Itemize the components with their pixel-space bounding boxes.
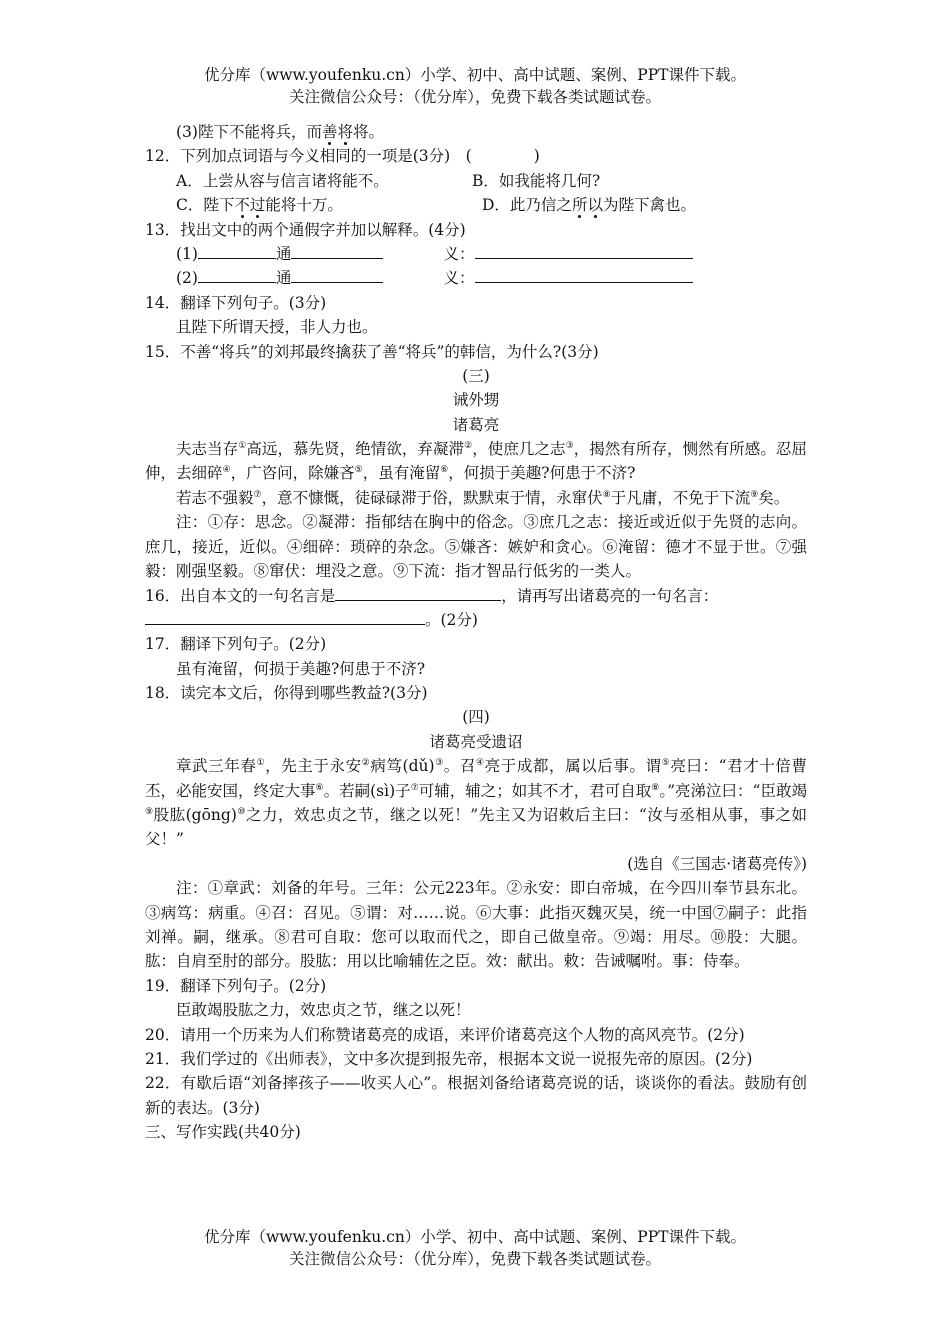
- exam-body: [145, 120, 807, 1145]
- footnote-marker: ⑥: [315, 782, 324, 793]
- question-16-cont: 。(2分): [145, 608, 807, 632]
- footnote-marker: ④: [475, 758, 485, 769]
- header-line-1: 优分库（www.youfenku.cn）小学、初中、高中试题、案例、PPT课件下载。: [203, 66, 747, 84]
- footnote-marker: ⑩: [236, 806, 246, 817]
- question-13: 13．找出文中的两个通假字并加以解释。(4分): [145, 220, 466, 239]
- answer-blank[interactable]: [198, 266, 276, 283]
- answer-blank[interactable]: [198, 242, 276, 259]
- part-3-title: 三、写作实践(共40分): [145, 1123, 301, 1142]
- question-15: 15．不善“将兵”的刘邦最终擒获了善“将兵”的韩信，为什么?(3分): [145, 342, 599, 361]
- header-line-2: 关注微信公众号：（优分库），免费下载各类试题试卷。: [288, 88, 661, 106]
- question-12: 12．下列加点词语与今义相同的一项是(3分) ( ): [145, 147, 540, 166]
- answer-blank[interactable]: [291, 266, 383, 283]
- footnote-marker: ⑧: [651, 782, 660, 793]
- q13-row-1: (1) 通 义：: [145, 242, 807, 266]
- page-footer: [0, 1226, 950, 1270]
- footnote-marker: ⑨: [145, 806, 154, 817]
- section-4-notes: 注：①章武：刘备的年号。三年：公元223年。②永安：即白帝城，在今四川奉节县东北。③病笃：病重。④召：召见。⑤谓：对……说。⑥大事：此指灭魏灭吴，统一中国⑦嗣子：此指刘禅。嗣，继承。⑧君可自取：您可以取而代之，即自己做皇帝。⑨竭：用尽。⑩股：大腿。肱：自肩至肘的部分。股肱：用以比喻辅佐之臣。效：献出。敕：告诫嘱咐。事：侍奉。: [145, 879, 807, 971]
- question-20: 20．请用一个历来为人们称赞诸葛亮的成语，来评价诸葛亮这个人物的高风亮节。(2分): [145, 1025, 745, 1044]
- question-14: 14．翻译下列句子。(3分): [145, 293, 327, 312]
- section-4-number: (四): [462, 708, 490, 727]
- footnote-marker: ⑦: [253, 489, 262, 500]
- section-3-paragraph-1: 夫志当存①高远，慕先贤，绝情欲，弃凝滞②，使庶几之志③，揭然有所存，恻然有所感。忍屈伸，去细碎④，广咨问，除嫌吝⑤，虽有淹留⑥，何损于美趣?何患于不济?: [145, 440, 807, 483]
- question-21: 21．我们学过的《出师表》，文中多次提到报先帝，根据本文说一说报先帝的原因。(2分): [145, 1050, 753, 1069]
- q17-sentence: 虽有淹留，何损于美趣?何患于不济?: [176, 659, 426, 678]
- question-22: 22．有歇后语“刘备摔孩子——收买人心”。根据刘备给诸葛亮说的话，谈谈你的看法。鼓励有创新的表达。(3分): [145, 1074, 807, 1117]
- section-3-paragraph-2: 若志不强毅⑦，意不慷慨，徒碌碌滞于俗，默默束于情，永窜伏⑧于凡庸，不免于下流⑨矣。: [176, 488, 790, 507]
- section-4-source: (选自《三国志·诸葛亮传》): [627, 854, 807, 873]
- footer-line-1: 优分库（www.youfenku.cn）小学、初中、高中试题、案例、PPT课件下载。: [203, 1228, 747, 1246]
- item-3: (3)陛下不能将兵，而善将将。: [176, 123, 385, 141]
- footer-line-2: 关注微信公众号：（优分库），免费下载各类试题试卷。: [288, 1250, 661, 1268]
- footnote-marker: ②: [464, 440, 473, 451]
- footnote-marker: ⑦: [410, 782, 419, 793]
- footnote-marker: ②: [361, 758, 371, 769]
- footnote-marker: ①: [238, 440, 247, 451]
- footnote-marker: ⑥: [440, 465, 449, 476]
- q14-sentence: 且陛下所谓天授，非人力也。: [176, 318, 378, 337]
- footnote-marker: ③: [565, 440, 574, 451]
- footnote-marker: ⑤: [354, 465, 363, 476]
- section-4-title: 诸葛亮受遗诏: [429, 732, 523, 751]
- q12-option-a: A．上尝从容与信言诸将能不。: [176, 171, 389, 190]
- answer-blank[interactable]: [335, 584, 501, 601]
- section-3-notes: 注：①存：思念。②凝滞：指郁结在胸中的俗念。③庶几之志：接近或近似于先贤的志向。庶几，接近，近似。④细碎：琐碎的杂念。⑤嫌吝：嫉妒和贪心。⑥淹留：德才不显于世。⑦强毅：刚强坚毅。⑧窜伏：埋没之意。⑨下流：指才智品行低劣的一类人。: [145, 513, 807, 581]
- question-19: 19．翻译下列句子。(2分): [145, 976, 327, 995]
- q12-options-cd: [145, 193, 807, 217]
- question-18: 18．读完本文后，你得到哪些教益?(3分): [145, 684, 428, 703]
- section-3-number: (三): [462, 366, 490, 385]
- q12-option-d: D．此乃信之所以为陛下禽也。: [482, 196, 696, 215]
- footnote-marker: ⑤: [661, 758, 671, 769]
- question-17: 17．翻译下列句子。(2分): [145, 635, 327, 654]
- answer-blank[interactable]: [475, 266, 693, 283]
- footnote-marker: ⑨: [750, 489, 759, 500]
- answer-blank[interactable]: [475, 242, 693, 259]
- q12-option-b: B．如我能将几何?: [472, 171, 601, 190]
- answer-blank[interactable]: [145, 608, 425, 625]
- section-3-author: 诸葛亮: [452, 415, 500, 434]
- section-3-title: 诫外甥: [452, 391, 500, 410]
- q19-sentence: 臣敢竭股肱之力，效忠贞之节，继之以死！: [176, 1001, 471, 1020]
- dotted-char: 善: [321, 123, 338, 141]
- question-16: 16．出自本文的一句名言是 ，请再写出诸葛亮的一句名言：: [145, 584, 807, 608]
- footnote-marker: ⑧: [602, 489, 611, 500]
- q13-row-2: (2) 通 义：: [145, 266, 807, 290]
- answer-blank[interactable]: [291, 242, 383, 259]
- footnote-marker: ③: [434, 758, 444, 769]
- footnote-marker: ④: [222, 465, 231, 476]
- dotted-char: 将: [337, 123, 353, 141]
- footnote-marker: ①: [256, 758, 266, 769]
- page-header: [0, 64, 950, 108]
- q12-option-c: C．陛下不过能将十万。: [176, 196, 343, 215]
- q12-options-ab: [145, 169, 807, 193]
- section-4-paragraph: 章武三年春①，先主于永安②病笃(dǔ)③。召④亮于成都，属以后事。谓⑤亮曰：“君才十倍曹丕，必能安国，终定大事⑥。若嗣(sì)子⑦可辅，辅之；如其不才，君可自取⑧。”亮涕泣曰：“臣敢竭⑨股肱(gōng)⑩之力，效忠贞之节，继之以死！”先主又为诏敕后主曰：“汝与丞相从事，事之如父！”: [145, 757, 807, 849]
